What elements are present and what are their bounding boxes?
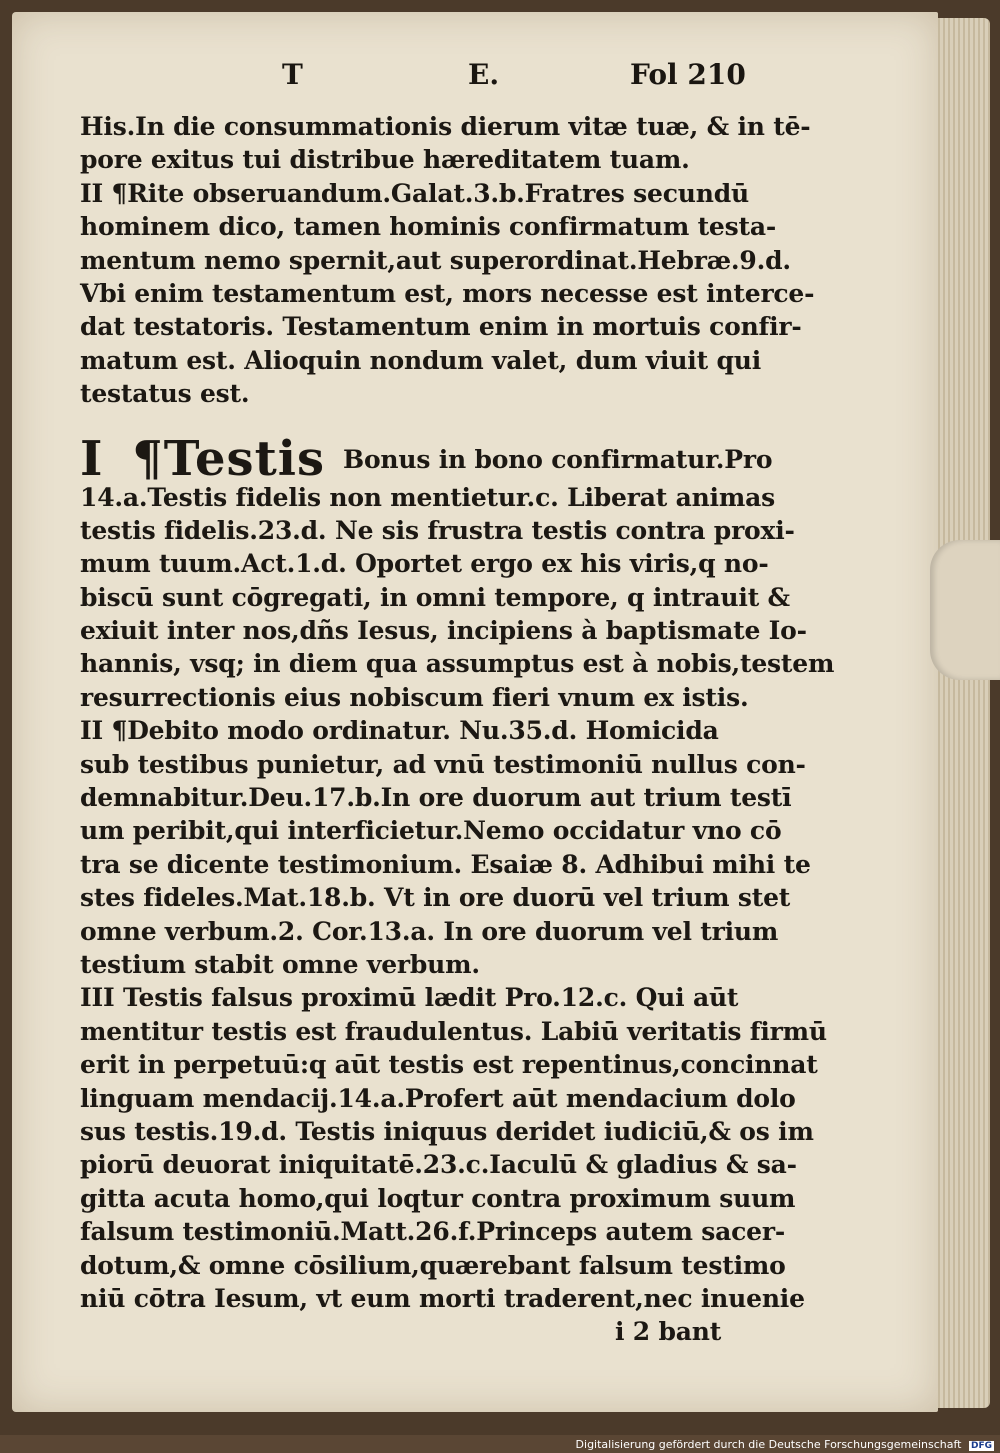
- text-line: biscū sunt cōgregati, in omni tempore, q intrauit &: [80, 582, 790, 612]
- folio-number: Fol 210: [630, 58, 746, 91]
- text-line: piorū deuorat iniquitatē.23.c.Iaculū & gladius & sa-: [80, 1150, 797, 1180]
- entry-headword: ¶Testis: [132, 431, 326, 488]
- header-left: T: [282, 58, 303, 91]
- text-line: gitta acuta homo,qui loqtur contra proximum suum: [80, 1183, 796, 1213]
- entry-number: I: [80, 431, 103, 488]
- text-line: hominem dico, tamen hominis confirmatum testa-: [80, 212, 777, 242]
- entry-heading-text: Bonus in bono confirmatur.Pro: [343, 445, 773, 475]
- text-line: testatus est.: [80, 379, 250, 409]
- body-text: [80, 110, 835, 1349]
- page-edges: [935, 18, 990, 1408]
- text-line: sus testis.19.d. Testis iniquus deridet iudiciū,& os im: [80, 1116, 814, 1146]
- text-line: mum tuum.Act.1.d. Oportet ergo ex his viris,q no-: [80, 549, 769, 579]
- text-line: matum est. Alioquin nondum valet, dum viuit qui: [80, 345, 762, 375]
- text-line: linguam mendacij.14.a.Profert aūt mendacium dolo: [80, 1083, 796, 1113]
- credit-text: Digitalisierung gefördert durch die Deutsche Forschungsgemeinschaft: [575, 1438, 962, 1451]
- text-line: resurrectionis eius nobiscum fieri vnum ex istis.: [80, 682, 749, 712]
- text-line: mentitur testis est fraudulentus. Labiū veritatis firmū: [80, 1016, 827, 1046]
- text-line: hannis, vsq; in diem qua assumptus est à nobis,testem: [80, 649, 835, 679]
- text-line: niū cōtra Iesum, vt eum morti traderent,nec inuenie: [80, 1283, 805, 1313]
- text-line: III Testis falsus proximū lædit Pro.12.c. Qui aūt: [80, 983, 739, 1013]
- text-line: demnabitur.Deu.17.b.In ore duorum aut trium testī: [80, 783, 792, 813]
- text-line: II ¶Rite obseruandum.Galat.3.b.Fratres secundū: [80, 178, 749, 208]
- text-line: pore exitus tui distribue hæreditatem tuam.: [80, 145, 690, 175]
- text-line: His.In die consummationis dierum vitæ tuæ, & in tē-: [80, 112, 811, 141]
- text-line: dat testatoris. Testamentum enim in mortuis confir-: [80, 312, 802, 342]
- text-line: testis fidelis.23.d. Ne sis frustra testis contra proxi-: [80, 515, 795, 545]
- text-line: 14.a.Testis fidelis non mentietur.c. Liberat animas: [80, 482, 775, 512]
- text-line: falsum testimoniū.Matt.26.f.Princeps autem sacer-: [80, 1217, 786, 1247]
- text-line: um peribit,qui interficietur.Nemo occidatur vno cō: [80, 816, 782, 846]
- page-tab: [930, 540, 1000, 680]
- text-line: sub testibus punietur, ad vnū testimoniū nullus con-: [80, 749, 806, 779]
- header-middle: E.: [468, 58, 500, 91]
- text-line: testium stabit omne verbum.: [80, 949, 480, 979]
- catchword: i 2 bant: [615, 1317, 722, 1347]
- text-line: Vbi enim testamentum est, mors necesse est interce-: [80, 278, 815, 308]
- text-line: exiuit inter nos,dñs Iesus, incipiens à baptismate Io-: [80, 616, 807, 646]
- text-line: dotum,& omne cōsilium,quærebant falsum testimo: [80, 1250, 786, 1280]
- text-line: II ¶Debito modo ordinatur. Nu.35.d. Homicida: [80, 716, 719, 746]
- dfg-logo: DFG: [970, 1441, 992, 1451]
- text-line: omne verbum.2. Cor.13.a. In ore duorum vel trium: [80, 916, 779, 946]
- digitization-credit: [576, 1438, 994, 1451]
- entry-heading: [80, 411, 800, 488]
- text-line: erit in perpetuū:q aūt testis est repentinus,concinnat: [80, 1050, 818, 1080]
- text-line: stes fideles.Mat.18.b. Vt in ore duorū vel trium stet: [80, 883, 791, 913]
- text-line: mentum nemo spernit,aut superordinat.Hebræ.9.d.: [80, 245, 791, 275]
- text-line: tra se dicente testimonium. Esaiæ 8. Adhibui mihi te: [80, 849, 811, 879]
- running-header: [0, 58, 930, 98]
